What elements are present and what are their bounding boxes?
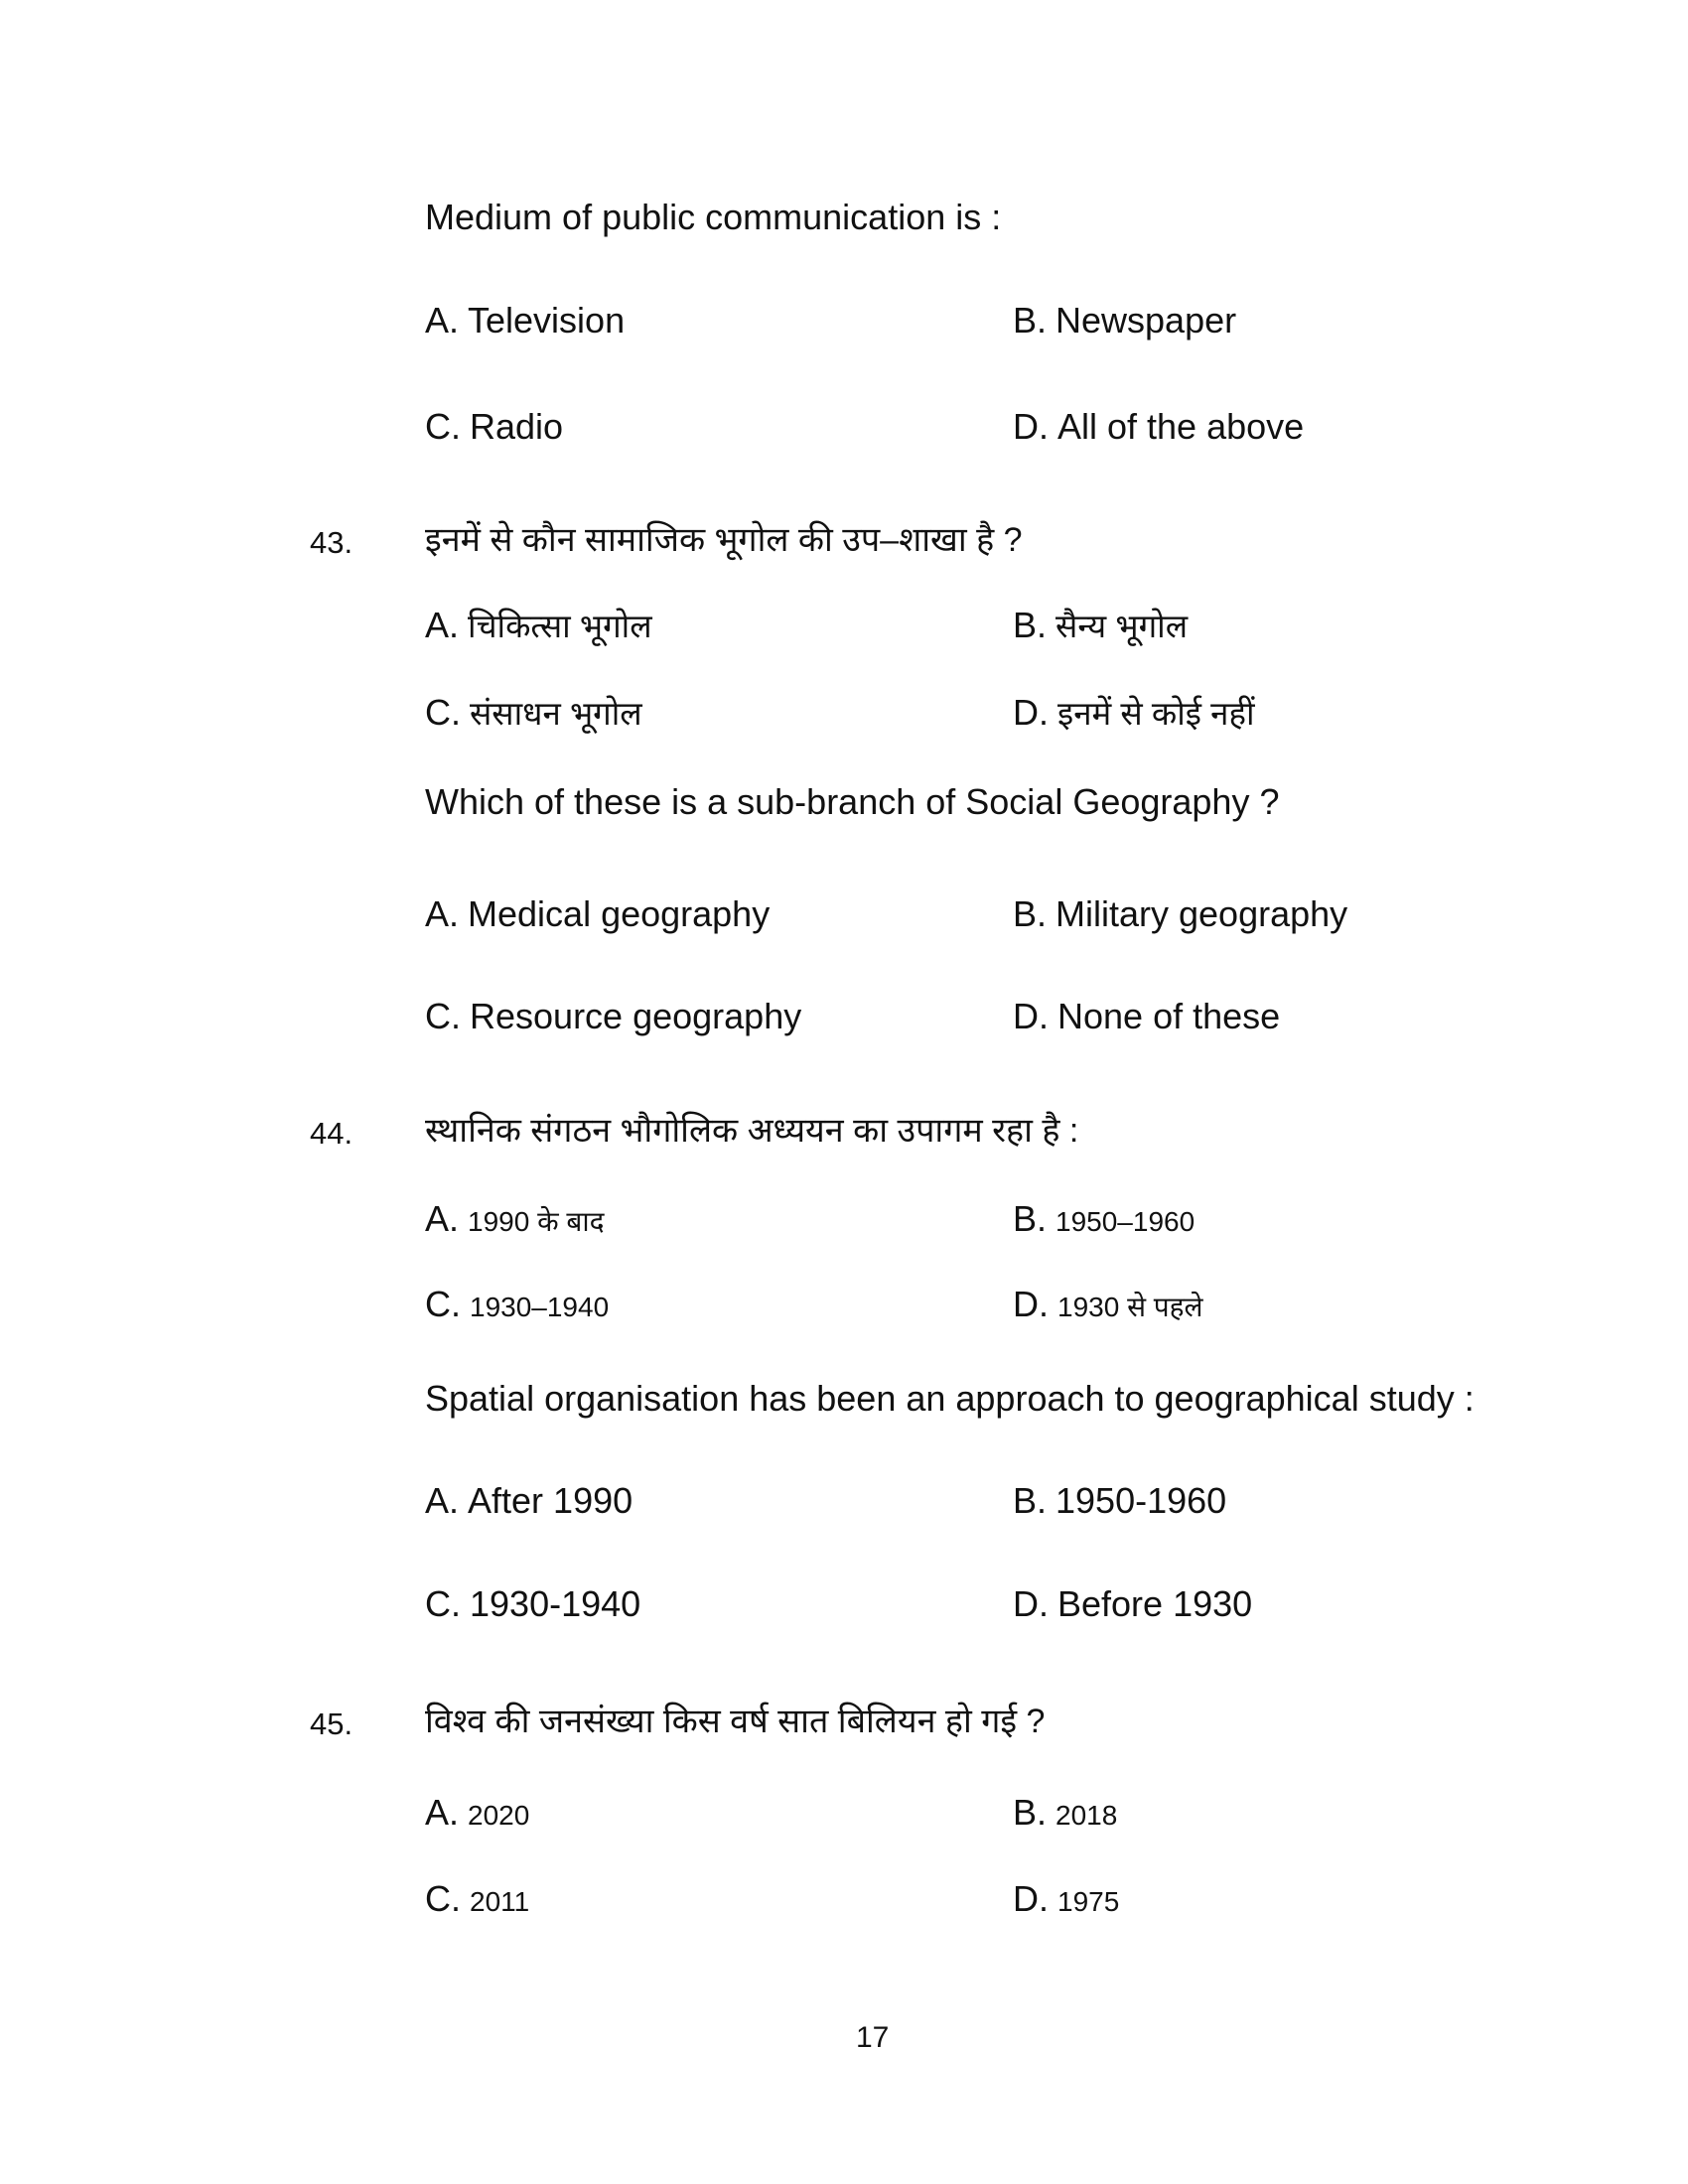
option-letter: C. <box>425 692 461 733</box>
option-44-en-c <box>425 1583 641 1624</box>
option-42-a <box>425 300 626 341</box>
option-44-hi-d <box>1013 1284 1203 1324</box>
option-text: Television <box>468 300 626 341</box>
option-44-en-a <box>425 1480 633 1521</box>
option-text: None of these <box>1057 996 1281 1036</box>
option-letter: A. <box>425 1792 460 1833</box>
option-text: 1930-1940 <box>470 1583 641 1624</box>
option-45-a <box>425 1792 530 1833</box>
option-45-c <box>425 1878 530 1919</box>
option-text: Military geography <box>1055 893 1348 934</box>
option-text: After 1990 <box>468 1480 633 1521</box>
option-text: Radio <box>470 406 564 447</box>
question-43-number: 43. <box>310 525 353 560</box>
option-44-hi-b <box>1013 1198 1196 1239</box>
option-43-hi-b <box>1013 605 1189 645</box>
option-text: चिकित्सा भूगोल <box>468 608 652 644</box>
option-letter: D. <box>1013 1284 1049 1324</box>
option-letter: B. <box>1013 605 1048 645</box>
option-text: 1975 <box>1057 1886 1120 1917</box>
option-45-d <box>1013 1878 1120 1919</box>
question-44-text-hindi: स्थानिक संगठन भौगोलिक अध्ययन का उपागम रहा है : <box>425 1112 1079 1150</box>
option-text: Resource geography <box>470 996 802 1036</box>
option-43-hi-a <box>425 605 652 645</box>
option-44-hi-a <box>425 1198 605 1239</box>
option-45-b <box>1013 1792 1118 1833</box>
option-text: 2020 <box>468 1800 530 1831</box>
option-text: 1950-1960 <box>1055 1480 1227 1521</box>
option-letter: D. <box>1013 1878 1049 1919</box>
option-letter: C. <box>425 996 461 1036</box>
option-43-hi-c <box>425 692 642 733</box>
option-letter: D. <box>1013 996 1049 1036</box>
option-44-hi-c <box>425 1284 610 1324</box>
option-letter: A. <box>425 893 460 934</box>
question-43-text-hindi: इनमें से कौन सामाजिक भूगोल की उप–शाखा है ? <box>425 521 1023 559</box>
option-text: सैन्य भूगोल <box>1055 608 1189 644</box>
option-text: संसाधन भूगोल <box>470 695 642 732</box>
option-letter: C. <box>425 1878 461 1919</box>
option-letter: B. <box>1013 300 1048 341</box>
option-text: इनमें से कोई नहीं <box>1057 695 1255 732</box>
option-42-c <box>425 406 564 447</box>
option-text: Newspaper <box>1055 300 1237 341</box>
option-43-hi-d <box>1013 692 1255 733</box>
option-44-en-d <box>1013 1583 1253 1624</box>
question-45-number: 45. <box>310 1706 353 1741</box>
option-letter: C. <box>425 406 461 447</box>
option-letter: A. <box>425 300 460 341</box>
option-43-en-b <box>1013 893 1348 934</box>
option-text: Before 1930 <box>1057 1583 1253 1624</box>
option-letter: C. <box>425 1583 461 1624</box>
option-letter: A. <box>425 1480 460 1521</box>
option-letter: A. <box>425 605 460 645</box>
question-45-text-hindi: विश्व की जनसंख्या किस वर्ष सात बिलियन हो गई ? <box>425 1703 1046 1740</box>
option-43-en-d <box>1013 996 1281 1036</box>
question-44-text-english: Spatial organisation has been an approach to geographical study : <box>425 1378 1475 1419</box>
option-text: Medical geography <box>468 893 771 934</box>
option-text: 2018 <box>1055 1800 1118 1831</box>
option-43-en-c <box>425 996 802 1036</box>
question-43-text-english: Which of these is a sub-branch of Social Geography ? <box>425 781 1280 822</box>
option-letter: C. <box>425 1284 461 1324</box>
option-43-en-a <box>425 893 771 934</box>
option-text: 1950–1960 <box>1055 1206 1196 1237</box>
page-number: 17 <box>856 2021 890 2054</box>
option-44-en-b <box>1013 1480 1227 1521</box>
option-42-d <box>1013 406 1305 447</box>
option-letter: D. <box>1013 406 1049 447</box>
option-letter: B. <box>1013 1480 1048 1521</box>
option-text: 1930–1940 <box>470 1292 610 1322</box>
option-letter: D. <box>1013 1583 1049 1624</box>
option-text: 1990 के बाद <box>468 1206 605 1237</box>
option-text: 2011 <box>470 1886 530 1917</box>
option-letter: B. <box>1013 1792 1048 1833</box>
option-text: 1930 से पहले <box>1057 1292 1203 1322</box>
option-letter: B. <box>1013 893 1048 934</box>
option-text: All of the above <box>1057 406 1305 447</box>
option-42-b <box>1013 300 1237 341</box>
question-42-text-english: Medium of public communication is : <box>425 197 1002 237</box>
option-letter: D. <box>1013 692 1049 733</box>
option-letter: B. <box>1013 1198 1048 1239</box>
question-44-number: 44. <box>310 1116 353 1151</box>
option-letter: A. <box>425 1198 460 1239</box>
